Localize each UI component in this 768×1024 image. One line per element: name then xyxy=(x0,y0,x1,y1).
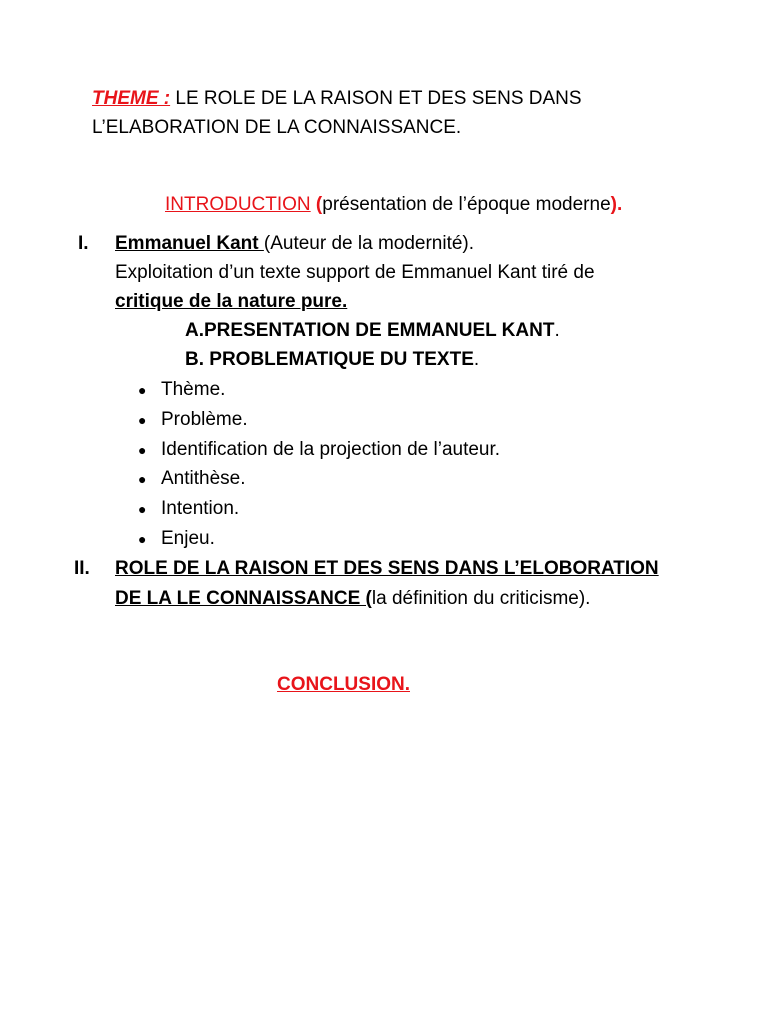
introduction-open-paren: ( xyxy=(310,194,323,215)
section-1-title-rest: (Auteur de la modernité). xyxy=(263,233,475,254)
list-item xyxy=(0,409,768,433)
introduction-text: présentation de l’époque moderne xyxy=(322,194,611,215)
introduction-label: INTRODUCTION xyxy=(165,194,311,215)
section-2-numeral: II. xyxy=(74,558,90,579)
list-item-text: Problème. xyxy=(161,409,248,430)
bullet-icon: ● xyxy=(138,412,147,428)
list-item xyxy=(0,528,768,552)
list-item-text: Identification de la projection de l’auteur. xyxy=(161,439,501,460)
section-2-title-rest: la définition du criticisme). xyxy=(371,588,591,609)
subsection-b xyxy=(185,349,479,372)
subsection-a-letter: A. xyxy=(185,320,204,341)
bullet-icon: ● xyxy=(138,442,147,458)
introduction-heading xyxy=(165,194,622,217)
introduction-close: ). xyxy=(610,194,623,215)
theme-label: THEME : xyxy=(92,88,171,109)
theme-line-2: L’ELABORATION DE LA CONNAISSANCE. xyxy=(92,117,462,138)
list-item xyxy=(0,379,768,403)
subsection-b-letter: B. xyxy=(185,349,204,370)
section-1-numeral: I. xyxy=(78,233,89,254)
section-1-title: Emmanuel Kant xyxy=(115,233,264,254)
section-1-title-line xyxy=(115,233,474,256)
list-item xyxy=(0,498,768,522)
list-item-text: Antithèse. xyxy=(161,468,246,489)
list-item-text: Intention. xyxy=(161,498,240,519)
section-2-title-line-1: ROLE DE LA RAISON ET DES SENS DANS L’ELOBORATION xyxy=(115,558,659,579)
list-item xyxy=(0,439,768,463)
bullet-icon: ● xyxy=(138,471,147,487)
list-item-text: Enjeu. xyxy=(161,528,215,549)
section-1-line-2: Exploitation d’un texte support de Emmanuel Kant tiré de xyxy=(115,262,595,283)
bullet-icon: ● xyxy=(138,382,147,398)
section-2-title-line-2 xyxy=(115,588,590,611)
subsection-a-text: PRESENTATION DE EMMANUEL KANT xyxy=(204,320,555,341)
section-2-title-part: DE LA LE CONNAISSANCE ( xyxy=(115,588,372,609)
theme-line-1 xyxy=(92,88,582,111)
subsection-b-end: . xyxy=(473,349,480,370)
bullet-icon: ● xyxy=(138,531,147,547)
conclusion-heading: CONCLUSION. xyxy=(277,674,410,695)
theme-text-1: LE ROLE DE LA RAISON ET DES SENS DANS xyxy=(170,88,582,109)
list-item-text: Thème. xyxy=(161,379,226,400)
subsection-a-end: . xyxy=(554,320,560,341)
list-item xyxy=(0,468,768,492)
section-1-work-title: critique de la nature pure. xyxy=(115,291,348,312)
bullet-icon: ● xyxy=(138,501,147,517)
subsection-a xyxy=(185,320,560,343)
subsection-b-text: PROBLEMATIQUE DU TEXTE xyxy=(209,349,474,370)
